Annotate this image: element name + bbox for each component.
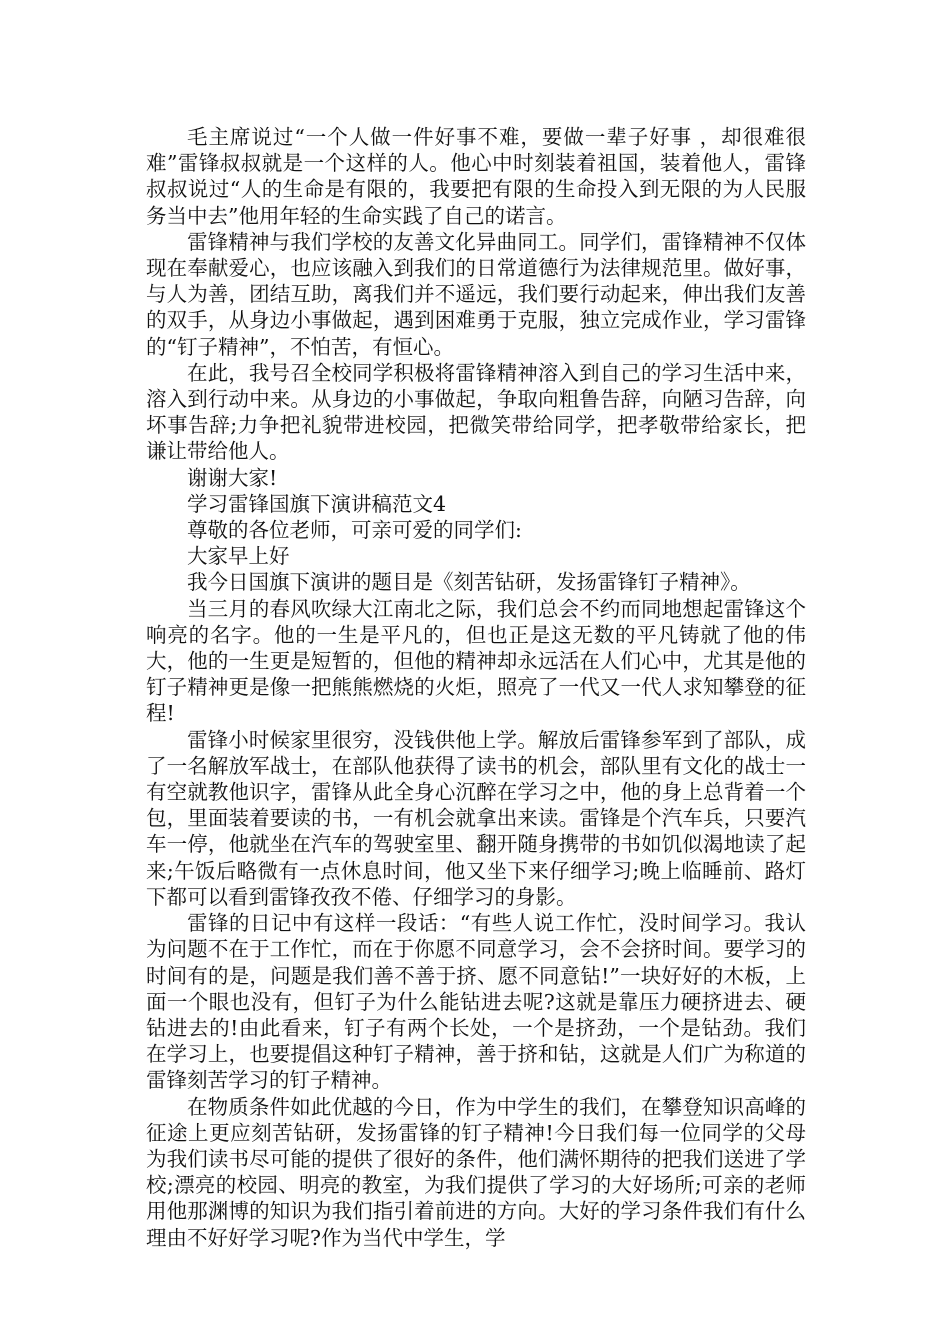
paragraph: 我今日国旗下演讲的题目是《刻苦钻研，发扬雷锋钉子精神》。 <box>187 570 751 595</box>
paragraph: 在此，我号召全校同学积极将雷锋精神溶入到自己的学习生活中来，溶入到行动中来。从身边的小事做起，争取向粗鲁告辞，向陋习告辞，向坏事告辞;力争把礼貌带进校园，把微笑带给同学，把孝敬带给家长，把谦让带给他人。 <box>146 360 806 464</box>
greeting: 大家早上好 <box>187 544 290 569</box>
salutation: 尊敬的各位老师，可亲可爱的同学们: <box>187 518 522 543</box>
paragraph: 毛主席说过“一个人做一件好事不难，要做一辈子好事 ，却很难很难”雷锋叔叔就是一个这样的人。他心中时刻装着祖国，装着他人，雷锋叔叔说过“人的生命是有限的，我要把有限的生命投入到无限的为人民服务当中去”他用年轻的生命实践了自己的诺言。 <box>146 125 806 228</box>
section-title: 学习雷锋国旗下演讲稿范文4 <box>187 491 447 516</box>
paragraph: 雷锋小时候家里很穷，没钱供他上学。解放后雷锋参军到了部队，成了一名解放军战士，在部队他获得了读书的机会，部队里有文化的战士一有空就教他识字，雷锋从此全身心沉醉在学习之中，他的身上总背着一个包，里面装着要读的书，一有机会就拿出来读。雷锋是个汽车兵，只要汽车一停，他就坐在汽车的驾驶室里、翻开随身携带的书如饥似渴地读了起来;午饭后略微有一点休息时间，他又坐下来仔细学习;晚上临睡前、路灯下都可以看到雷锋孜孜不倦、仔细学习的身影。 <box>146 727 806 909</box>
paragraph: 在物质条件如此优越的今日，作为中学生的我们，在攀登知识高峰的征途上更应刻苦钻研，发扬雷锋的钉子精神!今日我们每一位同学的父母为我们读书尽可能的提供了很好的条件，他们满怀期待的把我们送进了学校;漂亮的校园、明亮的教室，为我们提供了学习的大好场所;可亲的老师用他那渊博的知识为我们指引着前进的方向。大好的学习条件我们有什么理由不好好学习呢?作为当代中学生，学 <box>146 1094 806 1250</box>
paragraph: 雷锋的日记中有这样一段话：“有些人说工作忙，没时间学习。我认为问题不在于工作忙，而在于你愿不同意学习，会不会挤时间。要学习的时间有的是，问题是我们善不善于挤、愿不同意钻!”一块好好的木板，上面一个眼也没有，但钉子为什么能钻进去呢?这就是靠压力硬挤进去、硬钻进去的!由此看来，钉子有两个长处，一个是挤劲，一个是钻劲。我们在学习上，也要提倡这种钉子精神，善于挤和钻，这就是人们广为称道的雷锋刻苦学习的钉子精神。 <box>146 911 806 1093</box>
paragraph: 当三月的春风吹绿大江南北之际，我们总会不约而同地想起雷锋这个响亮的名字。他的一生是平凡的，但也正是这无数的平凡铸就了他的伟大，他的一生更是短暂的，但他的精神却永远活在人们心中，尤其是他的钉子精神更是像一把熊熊燃烧的火炬，照亮了一代又一代人求知攀登的征程! <box>146 596 806 726</box>
closing-line: 谢谢大家! <box>187 465 278 490</box>
paragraph: 雷锋精神与我们学校的友善文化异曲同工。同学们，雷锋精神不仅体现在奉献爱心，也应该融入到我们的日常道德行为法律规范里。做好事，与人为善，团结互助，离我们并不遥远，我们要行动起来，伸出我们友善的双手，从身边小事做起，遇到困难勇于克服，独立完成作业，学习雷锋的“钉子精神”，不怕苦，有恒心。 <box>146 229 806 359</box>
document-body <box>146 124 806 1251</box>
